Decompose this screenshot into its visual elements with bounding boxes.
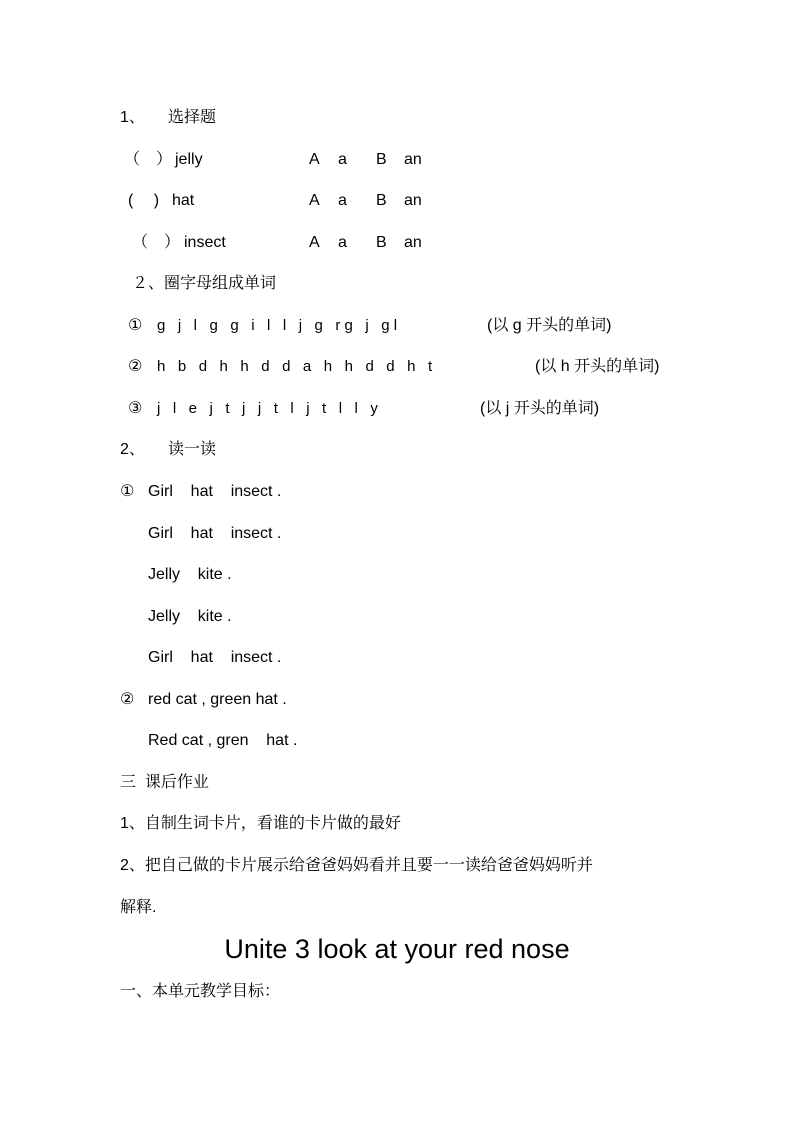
letter-row-3 <box>0 397 600 421</box>
question-row-2 <box>0 189 422 213</box>
option-b-letter: B <box>376 151 387 168</box>
circled-number: ③ <box>128 400 143 417</box>
reading-line <box>0 480 282 504</box>
reading-text: Girl hat insect . <box>148 483 282 500</box>
option-b-text: an <box>404 151 422 168</box>
homework-text: 1、自制生词卡片，看谁的卡片做的最好 <box>120 815 401 832</box>
letter-hint: (以 g 开头的单词) <box>487 317 612 334</box>
section2-title: ２、圈字母组成单词 <box>132 275 277 292</box>
homework-text: 解释. <box>120 899 157 916</box>
letter-sequence: h b d h h d d a h h d d h t <box>157 358 433 375</box>
answer-bracket[interactable]: ( ) <box>128 192 160 209</box>
letter-sequence: g j l g g i l l j g r g j g l <box>157 317 398 334</box>
circled-number: ① <box>128 317 143 334</box>
homework-item <box>0 854 593 878</box>
question-word: insect <box>184 234 226 251</box>
option-a-text: a <box>338 234 347 251</box>
letter-hint: (以 j 开头的单词) <box>480 400 600 417</box>
option-b-letter: B <box>376 192 387 209</box>
section1-number: 1、 <box>120 109 145 126</box>
section4-heading <box>0 771 209 795</box>
reading-line <box>0 646 282 670</box>
reading-text: red cat , green hat . <box>148 691 287 708</box>
letter-row-1 <box>0 314 612 338</box>
section3-title: 读一读 <box>168 441 217 458</box>
unit-goal-text: 一、本单元教学目标： <box>120 983 281 1000</box>
reading-line <box>0 729 298 753</box>
circled-number: ② <box>128 358 143 375</box>
letter-sequence: j l e j t j j t l j t l l y <box>157 400 378 417</box>
reading-line <box>0 563 232 587</box>
homework-text: 2、把自己做的卡片展示给爸爸妈妈看并且要一一读给爸爸妈妈听并 <box>120 857 593 874</box>
reading-line <box>0 605 232 629</box>
question-word: hat <box>172 192 195 209</box>
question-row-1 <box>0 148 422 172</box>
reading-line <box>0 688 287 712</box>
section3-heading <box>0 438 217 462</box>
option-a-letter: A <box>309 234 320 251</box>
option-a-letter: A <box>309 151 320 168</box>
letter-row-2 <box>0 355 660 379</box>
section3-number: 2、 <box>120 441 145 458</box>
circled-number: ② <box>120 691 135 708</box>
reading-text: Girl hat insect . <box>148 649 282 666</box>
option-b-letter: B <box>376 234 387 251</box>
option-b-text: an <box>404 234 422 251</box>
question-word: jelly <box>175 151 203 168</box>
section4-title: 三 课后作业 <box>120 774 209 791</box>
section2-heading <box>0 272 277 296</box>
reading-text: Jelly kite . <box>148 566 232 583</box>
unit-goal-heading <box>0 980 281 1004</box>
option-a-text: a <box>338 192 347 209</box>
circled-number: ① <box>120 483 135 500</box>
option-a-letter: A <box>309 192 320 209</box>
reading-text: Red cat , gren hat . <box>148 732 298 749</box>
answer-bracket[interactable]: （ ） <box>124 151 173 168</box>
reading-text: Girl hat insect . <box>148 525 282 542</box>
option-b-text: an <box>404 192 422 209</box>
unit-title: Unite 3 look at your red nose <box>224 934 570 964</box>
homework-item <box>0 812 401 836</box>
answer-bracket[interactable]: （ ） <box>132 234 181 251</box>
option-a-text: a <box>338 151 347 168</box>
question-row-3 <box>0 231 422 255</box>
section1-title: 选择题 <box>168 109 217 126</box>
reading-line <box>0 522 282 546</box>
letter-hint: (以 h 开头的单词) <box>535 358 660 375</box>
section1-heading <box>0 106 217 130</box>
reading-text: Jelly kite . <box>148 608 232 625</box>
homework-item <box>0 896 157 920</box>
